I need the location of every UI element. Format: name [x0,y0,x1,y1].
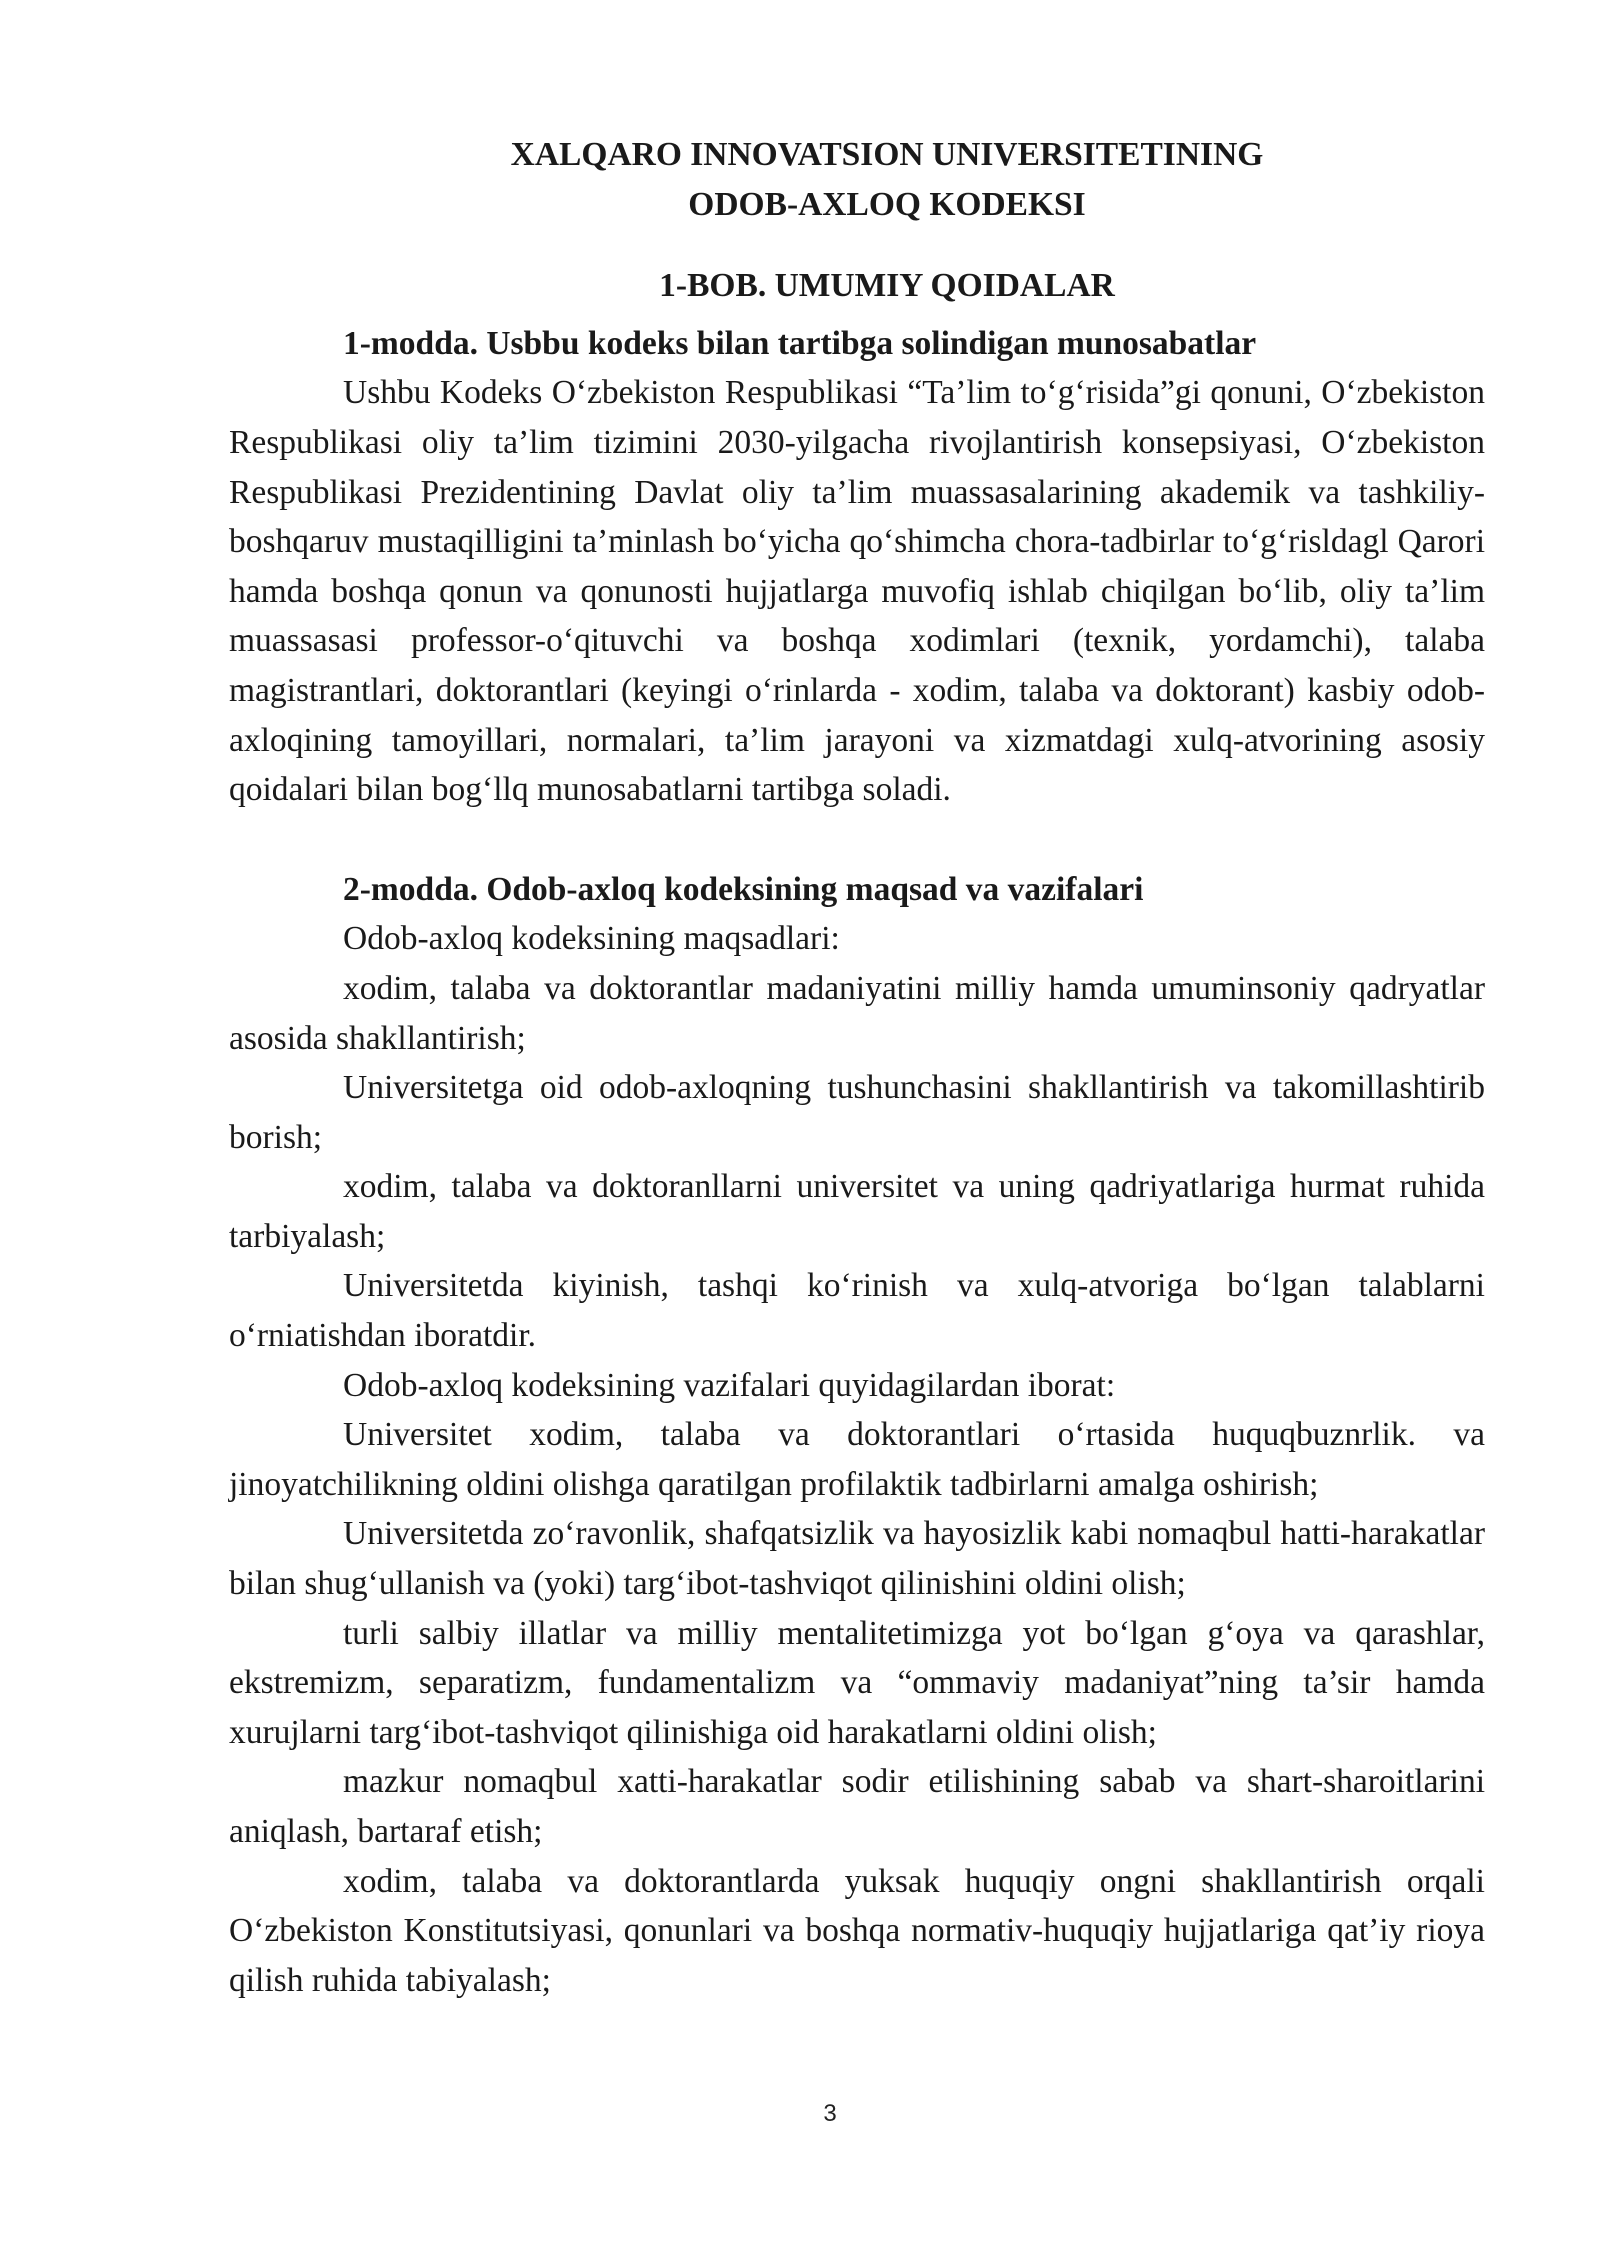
article-2-paragraph: Universitetga oid odob-axloqning tushunchasini shakllantirish va takomillashtirib borish; [229,1069,1485,1156]
article-2-paragraph: xodim, talaba va doktoranllarni universitet va uning qadriyatlariga hurmat ruhida tarbiyalash; [229,1168,1485,1255]
article-2-paragraph: turli salbiy illatlar va milliy mentalitetimizga yot bo‘lgan g‘oya va qarashlar, ekstremizm, separatizm, fundamentalizm va “ommaviy madaniyat”ning ta’sir hamda xurujlarni targ‘ibot-tashviqot qilinishiga oid harakatlarni oldini olish; [229,1614,1485,1751]
article-2-paragraph: xodim, talaba va doktorantlar madaniyatini milliy hamda umuminsoniy qadryatlar asosida shakllantirish; [229,969,1485,1057]
article-2-paragraph: Odob-axloq kodeksining vazifalari quyidagilardan iborat: [343,1366,1116,1404]
title-line-2: ODOB-AXLOQ KODEKSI [688,185,1086,223]
chapter-heading: 1-BOB. UMUMIY QOIDALAR [659,267,1115,305]
page-content [229,130,1485,2005]
title-line-1: XALQARO INNOVATSION UNIVERSITETINING [510,136,1264,173]
page-number: 3 [823,2100,837,2127]
document-title [229,130,1485,229]
article-2-heading: 2-modda. Odob-axloq kodeksining maqsad va vazifalari [343,870,1144,908]
article-2-paragraph: Odob-axloq kodeksining maqsadlari: [343,920,840,958]
article-2-paragraph: Universitetda kiyinish, tashqi ko‘rinish va xulq-atvoriga bo‘lgan talablarni o‘rniatishdan iboratdir. [229,1267,1485,1355]
article-1-heading: 1-modda. Usbbu kodeks bilan tartibga solindigan munosabatlar [343,324,1257,362]
article-2-paragraph: Universitetda zo‘ravonlik, shafqatsizlik va hayosizlik kabi nomaqbul hatti-harakatlar bilan shug‘ullanish va (yoki) targ‘ibot-tashviqot qilinishini oldini olish; [229,1515,1485,1603]
article-2-paragraph: Universitet xodim, talaba va doktorantlari o‘rtasida huquqbuznrlik. va jinoyatchilikning oldini olishga qaratilgan profilaktik tadbirlarni amalga oshirish; [229,1416,1485,1503]
article-2-paragraph: mazkur nomaqbul xatti-harakatlar sodir etilishining sabab va shart-sharoitlarini aniqlash, bartaraf etish; [229,1763,1485,1850]
article-1-paragraph: Ushbu Kodeks O‘zbekiston Respublikasi “Ta’lim to‘g‘risida”gi qonuni, O‘zbekiston Respublikasi oliy ta’lim tizimini 2030-yilgacha rivojlantirish konsepsiyasi, O‘zbekiston Respublikasi Prezidentining Davlat oliy ta’lim muassasalarining akademik va tashkiliy-boshqaruv mustaqilligini ta’minlash bo‘yicha qo‘shimcha chora-tadbirlar to‘g‘risldagl Qarori hamda boshqa qonun va qonunosti hujjatlarga muvofiq ishlab chiqilgan bo‘lib, oliy ta’lim muassasasi professor-o‘qituvchi va boshqa xodimlari (texnik, yordamchi), talaba magistrantlari, doktorantlari (keyingi o‘rinlarda - xodim, talaba va doktorant) kasbiy odob-axloqining tamoyillari, normalari, ta’lim jarayoni va xizmatdagi xulq-atvorining asosiy qoidalari bilan bog‘llq munosabatlarni tartibga soladi. [229,374,1485,809]
article-2-paragraph: xodim, talaba va doktorantlarda yuksak huquqiy ongni shakllantirish orqali O‘zbekiston Konstitutsiyasi, qonunlari va boshqa normativ-huquqiy hujjatlariga qat’iy rioya qilish ruhida tabiyalash; [229,1862,1485,1999]
